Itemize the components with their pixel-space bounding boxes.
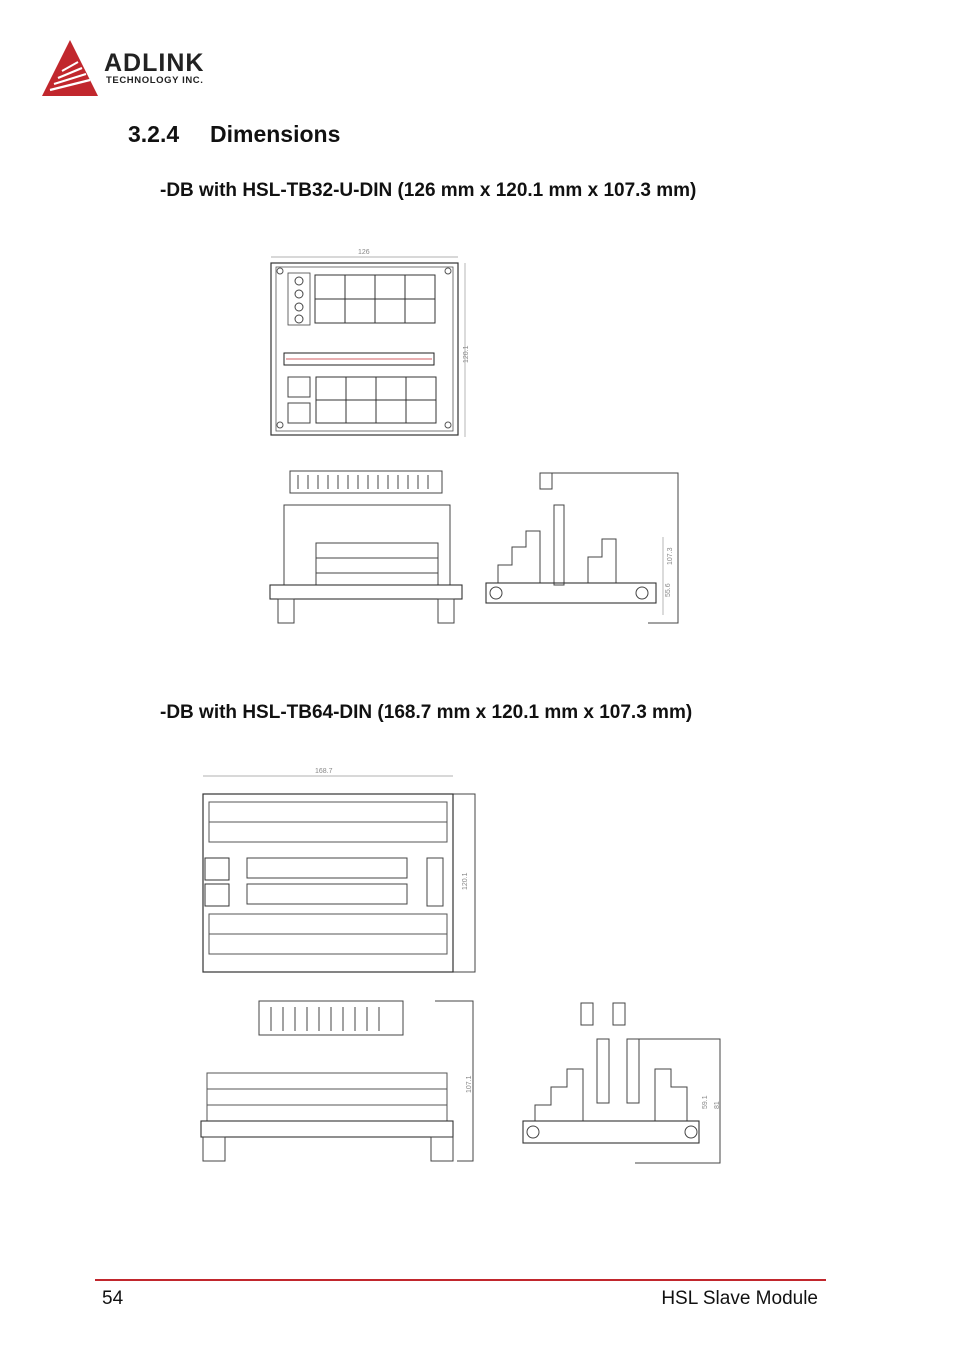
tb64-top-view-drawing <box>195 762 485 982</box>
tb32-depth-label: 107.3 <box>667 547 674 565</box>
section-title: Dimensions <box>210 121 341 147</box>
section-heading <box>128 121 340 148</box>
tb64-width-label: 168.7 <box>315 768 333 775</box>
tb64-depth-label: 107.1 <box>466 1075 473 1093</box>
tb32-top-view-drawing <box>260 245 480 445</box>
section-number: 3.2.4 <box>128 121 180 147</box>
tb64-height-label: 120.1 <box>462 872 469 890</box>
tb64-side-label: 81 <box>714 1101 721 1109</box>
tb32-height-label: 120.1 <box>463 345 470 363</box>
tb32-side-view-drawing <box>478 465 688 630</box>
figure-1-caption: -DB with HSL-TB32-U-DIN (126 mm x 120.1 mm x 107.3 mm) <box>160 180 697 201</box>
tb64-inner-label: 59.1 <box>702 1095 709 1109</box>
brand-subtitle: TECHNOLOGY INC. <box>106 75 204 86</box>
tb64-side-view-drawing <box>515 995 730 1170</box>
footer-rule <box>95 1279 826 1281</box>
page-number: 54 <box>102 1288 124 1309</box>
tb32-width-label: 126 <box>358 249 370 256</box>
adlink-logo <box>40 38 240 100</box>
tb32-inner-label: 55.6 <box>665 583 672 597</box>
brand-name: ADLINK <box>104 49 205 77</box>
adlink-triangle-icon <box>40 38 102 100</box>
figure-2-caption: -DB with HSL-TB64-DIN (168.7 mm x 120.1 mm x 107.3 mm) <box>160 702 693 723</box>
footer-doc-title: HSL Slave Module <box>661 1288 818 1309</box>
tb64-front-view-drawing <box>195 995 485 1170</box>
tb32-front-view-drawing <box>268 465 468 630</box>
